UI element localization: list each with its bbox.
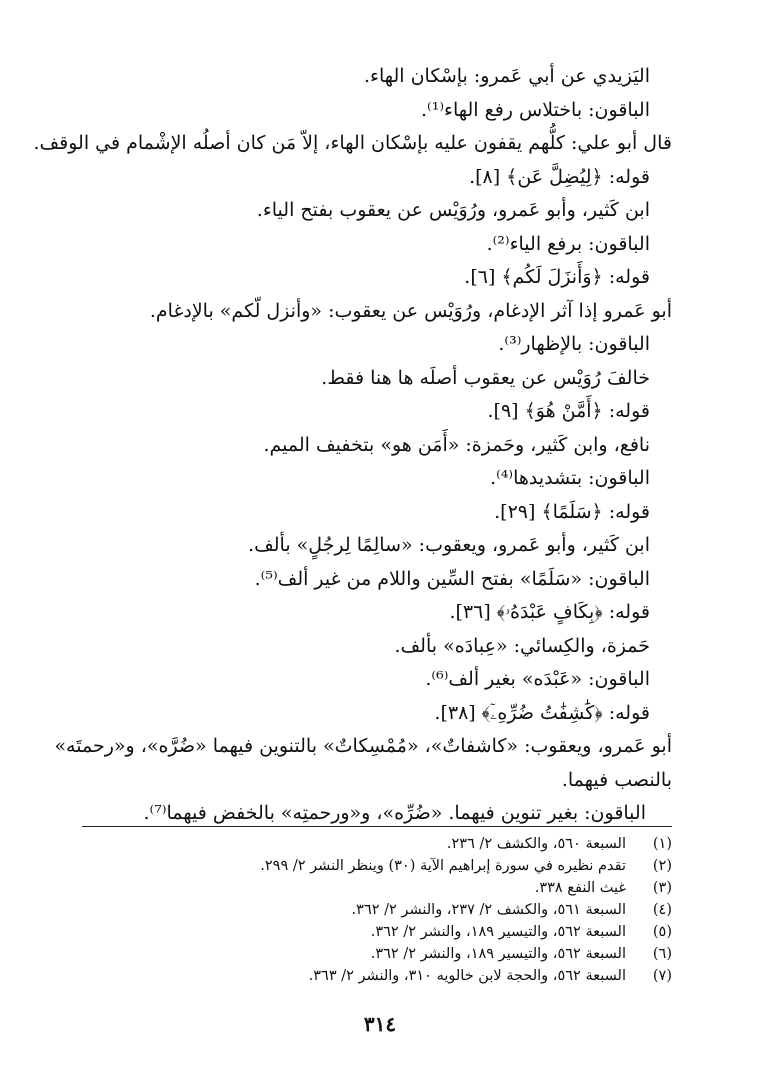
text-line: اليَزيدي عن أبي عَمرو: بإسْكان الهاء. xyxy=(363,65,650,87)
footnote-text: السبعة ٥٦٢، والتيسير ١٨٩، والنشر ٢/ ٣٦٢. xyxy=(370,924,626,940)
text-line: بالنصب فيهما. xyxy=(561,768,672,791)
footnote-item xyxy=(82,943,672,965)
text-line: قوله: ﴿كَٰشِفَٰتُ ضُرِّهِۦٓ﴾ [٣٨]. xyxy=(434,701,650,724)
text-line: الباقون: بتشديدها⁽⁴⁾. xyxy=(490,467,650,489)
footnote-text: السبعة ٥٦١، والكشف ٢/ ٢٣٧، والنشر ٢/ ٣٦٢. xyxy=(351,902,626,918)
footnote-item xyxy=(82,833,672,855)
text-line: نافع، وابن كَثير، وحَمزة: «أَمَن هو» بتخفيف الميم. xyxy=(263,433,650,456)
footnote-number: (١) xyxy=(652,836,672,852)
footnote-number: (٥) xyxy=(652,924,672,940)
footnote-number: (٣) xyxy=(652,880,672,896)
footnote-item xyxy=(82,965,672,987)
text-line: قوله: ﴿بِكَافٍ عَبْدَهُۥ﴾ [٣٦]. xyxy=(449,601,650,623)
footnote-number: (٢) xyxy=(652,858,672,874)
footnote-text: السبعة ٥٦٢، والحجة لابن خالويه ٣١٠، والنشر ٢/ ٣٦٣. xyxy=(308,968,626,984)
text-line: قوله: ﴿سَلَمًا﴾ [٢٩]. xyxy=(494,500,650,523)
text-line: أبو عَمرو، ويعقوب: «كاشفاتٌ»، «مُمْسِكاتٌ» بالتنوين فيهما «ضُرَّه»، و«رحمتَه» xyxy=(54,735,672,757)
text-line: خالفَ رُوَيْس عن يعقوب أصلَه ها هنا فقط. xyxy=(321,366,650,389)
text-line: أبو عَمرو إذا آثر الإدغام، ورُوَيْس عن يعقوب: «وأنزل لّكم» بالإدغام. xyxy=(149,299,672,322)
text-line: الباقون: بالإظهار⁽³⁾. xyxy=(498,333,650,355)
footnote-number: (٧) xyxy=(652,968,672,984)
text-line: الباقون: «عَبْدَه» بغير ألف⁽⁶⁾. xyxy=(425,668,650,690)
text-line: قال أبو علي: كلُّهم يقفون عليه بإسْكان الهاء، إلاّ مَن كان أصلُه الإشْمام في الوقف. xyxy=(33,132,672,154)
text-line: حَمزة، والكِسائي: «عِبادَه» بألف. xyxy=(394,634,650,657)
footnote-text: السبعة ٥٦٢، والتيسير ١٨٩، والنشر ٢/ ٣٦٢. xyxy=(370,946,626,962)
text-line: الباقون: «سَلَمًا» بفتح السِّين واللام من غير ألف⁽⁵⁾. xyxy=(254,567,650,590)
text-line: قوله: ﴿لِيُضِلَّ عَن﴾ [٨]. xyxy=(469,165,650,188)
text-line: قوله: ﴿وَأَنزَلَ لَكُم﴾ [٦]. xyxy=(464,266,650,288)
footnote-text: غيث النفع ٣٣٨. xyxy=(534,880,626,896)
text-line: الباقون: بغير تنوين فيهما. «ضُرِّه»، و«ورحمتِه» بالخفض فيهما⁽⁷⁾. xyxy=(143,802,646,824)
footnote-text: تقدم نظيره في سورة إبراهيم الآية (٣٠) وينظر النشر ٢/ ٢٩٩. xyxy=(260,858,626,874)
footnote-item xyxy=(82,899,672,921)
footnote-item xyxy=(82,855,672,877)
footnote-number: (٦) xyxy=(652,946,672,962)
text-line: ابن كَثير، وأبو عَمرو، ورُوَيْس عن يعقوب بفتح الياء. xyxy=(256,199,650,221)
footnote-item xyxy=(82,921,672,943)
footnote-item xyxy=(82,877,672,899)
main-text xyxy=(33,60,672,831)
text-line: ابن كَثير، وأبو عَمرو، ويعقوب: «سالِمًا لِرجُلٍ» بألف. xyxy=(248,534,650,556)
text-line: قوله: ﴿أَمَّنْ هُوَ﴾ [٩]. xyxy=(487,400,650,422)
footnotes xyxy=(82,826,672,987)
text-line: الباقون: برفع الياء⁽²⁾. xyxy=(486,232,650,255)
text-line: الباقون: باختلاس رفع الهاء⁽¹⁾. xyxy=(421,98,650,121)
page-number: ٣١٤ xyxy=(363,1012,397,1036)
footnote-text: السبعة ٥٦٠، والكشف ٢/ ٢٣٦. xyxy=(446,836,626,852)
footnote-number: (٤) xyxy=(652,902,672,918)
